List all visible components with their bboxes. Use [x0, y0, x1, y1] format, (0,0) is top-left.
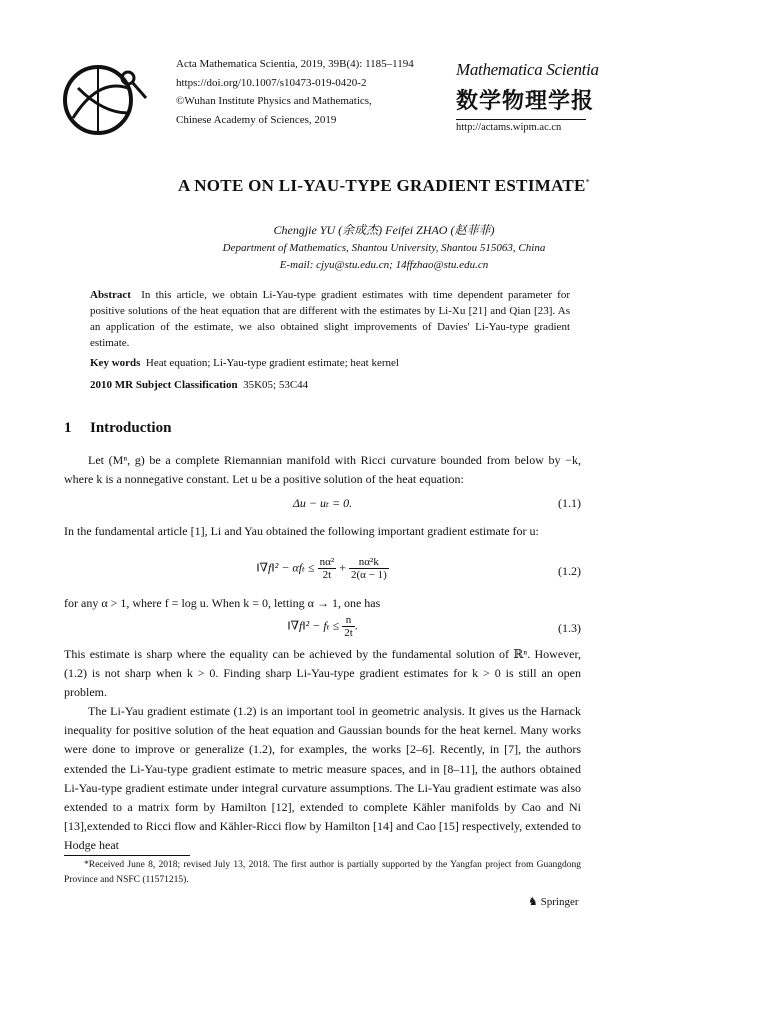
footnote: *Received June 8, 2018; revised July 13, 2018. The first author is partially supported by the Yangfan project from Guangdong Province and NSFC (11571215). — [64, 860, 581, 885]
journal-logo — [456, 60, 599, 133]
paragraph-1: Let (Mⁿ, g) be a complete Riemannian manifold with Ricci curvature bounded from below by −k, where k is a nonnegative constant. Let u be a positive solution of the heat equation: — [64, 453, 581, 487]
authors: Chengjie YU (余成杰) Feifei ZHAO (赵菲菲) — [273, 223, 495, 237]
equation-1-3 — [64, 614, 581, 646]
keywords — [90, 357, 570, 369]
journal-logo-rule — [456, 119, 586, 120]
society-logo — [58, 58, 148, 138]
frac3-numerator: n — [345, 614, 352, 626]
author-email: E-mail: cjyu@stu.edu.cn; 14ffzhao@stu.edu.cn — [279, 259, 489, 271]
affiliation: Department of Mathematics, Shantou University, Shantou 515063, China — [222, 242, 546, 254]
paragraph-2: In the fundamental article [1], Li and Yau obtained the following important gradient estimate for u: — [64, 524, 539, 538]
affiliation-block — [0, 240, 768, 274]
equation-1-3-lhs: ‖∇f‖² − fₜ ≤ — [287, 618, 340, 633]
equation-1-3-tag: (1.3) — [558, 621, 581, 635]
publisher-name: Springer — [540, 896, 579, 908]
paper-title-text: A NOTE ON LI-YAU-TYPE GRADIENT ESTIMATE — [178, 176, 586, 195]
journal-logo-latin: Mathematica Scientia — [456, 60, 599, 79]
msc-label: 2010 MR Subject Classification — [90, 379, 238, 391]
frac2-numerator: nα²k — [358, 556, 379, 568]
journal-logo-chinese: 数学物理学报 — [456, 89, 595, 114]
equation-1-2-tag: (1.2) — [558, 564, 581, 578]
copyright-line-cont: Chinese Academy of Sciences, 2019 — [176, 113, 337, 126]
keywords-text: Heat equation; Li-Yau-type gradient estimate; heat kernel — [145, 357, 399, 369]
equation-1-2-frac2 — [349, 556, 389, 581]
abstract-label: Abstract — [90, 289, 131, 301]
journal-header — [176, 55, 414, 129]
equation-1-3-frac — [342, 614, 355, 639]
equation-1-3-body — [64, 614, 581, 639]
equation-1-1-tag: (1.1) — [558, 496, 581, 510]
equation-1-1-body — [64, 496, 581, 511]
frac2-denominator: 2(α − 1) — [350, 569, 387, 581]
section-heading — [64, 420, 171, 437]
copyright-line: ©Wuhan Institute Physics and Mathematics, — [176, 95, 372, 107]
frac1-numerator: nα² — [319, 556, 335, 568]
paragraph-3: for any α > 1, where f = log u. When k = 0, letting α → 1, one has — [64, 596, 381, 610]
paragraph-5: The Li-Yau gradient estimate (1.2) is an important tool in geometric analysis. It gives us the Harnack inequality for positive solution of the heat equation and Gaussian bounds for the heat kernel. Many works were done to improve or generalize (1.2), for examples, the works [2–6]. Recently, in [7], the authors extended the Li-Yau-type gradient estimate to metric measure spaces, and in [8–11], the authors obtained Li-Yau-type gradient estimate under integral curvature assumptions. The Li-Yau gradient estimate was also extended to a matrix form by Hamilton [12], extended to complete Kähler manifolds by Cao and Ni [13],extended to Ricci flow and Kähler-Ricci flow by Hamilton [14] and Cao [15] respectively, extended to Hodge heat — [64, 704, 581, 853]
doi-link[interactable]: https://doi.org/10.1007/s10473-019-0420-2 — [176, 76, 367, 89]
paper-title — [0, 176, 768, 196]
keywords-label: Key words — [90, 357, 141, 369]
section-title: Introduction — [90, 420, 172, 436]
msc-text: 35K05; 53C44 — [243, 379, 309, 391]
title-footnote-mark[interactable]: * — [585, 177, 590, 187]
springer-horse-icon: ♞ — [528, 896, 538, 908]
equation-1-3-end: . — [354, 618, 358, 633]
equation-1-2-frac1 — [318, 556, 337, 581]
equation-1-2 — [64, 556, 581, 590]
frac1-denominator: 2t — [318, 568, 337, 581]
equation-1-2-body — [64, 556, 581, 581]
abstract-text: In this article, we obtain Li-Yau-type gradient estimates with time dependent parameter for positive solutions of the heat equation that are different with the estimates by Li-Xu [21] and Qian [23]. As an application of the estimate, we also obtained slight improvements of Davies' Li-Yau-type gradient estimate. — [90, 289, 571, 349]
abstract — [90, 287, 570, 351]
equation-1-1-expr: Δu − uₜ = 0. — [292, 496, 353, 510]
section-number: 1 — [64, 420, 72, 436]
msc-classification — [90, 379, 570, 391]
equation-1-2-plus: + — [339, 560, 346, 575]
equation-1-1 — [64, 496, 581, 516]
publisher-mark — [528, 895, 579, 908]
footnote-rule — [64, 855, 190, 856]
journal-url-link[interactable]: http://actams.wipm.ac.cn — [456, 122, 562, 133]
journal-citation: Acta Mathematica Scientia, 2019, 39B(4): 1185–1194 — [176, 58, 414, 70]
paragraph-4: This estimate is sharp where the equality can be achieved by the fundamental solution of ℝⁿ. However, (1.2) is not sharp when k > 0. Finding sharp Li-Yau-type gradient estimates for k > 0 is still an open problem. — [64, 647, 581, 700]
frac3-denominator: 2t — [344, 627, 353, 639]
equation-1-2-lhs: ‖∇f‖² − αfₜ ≤ — [256, 560, 315, 575]
